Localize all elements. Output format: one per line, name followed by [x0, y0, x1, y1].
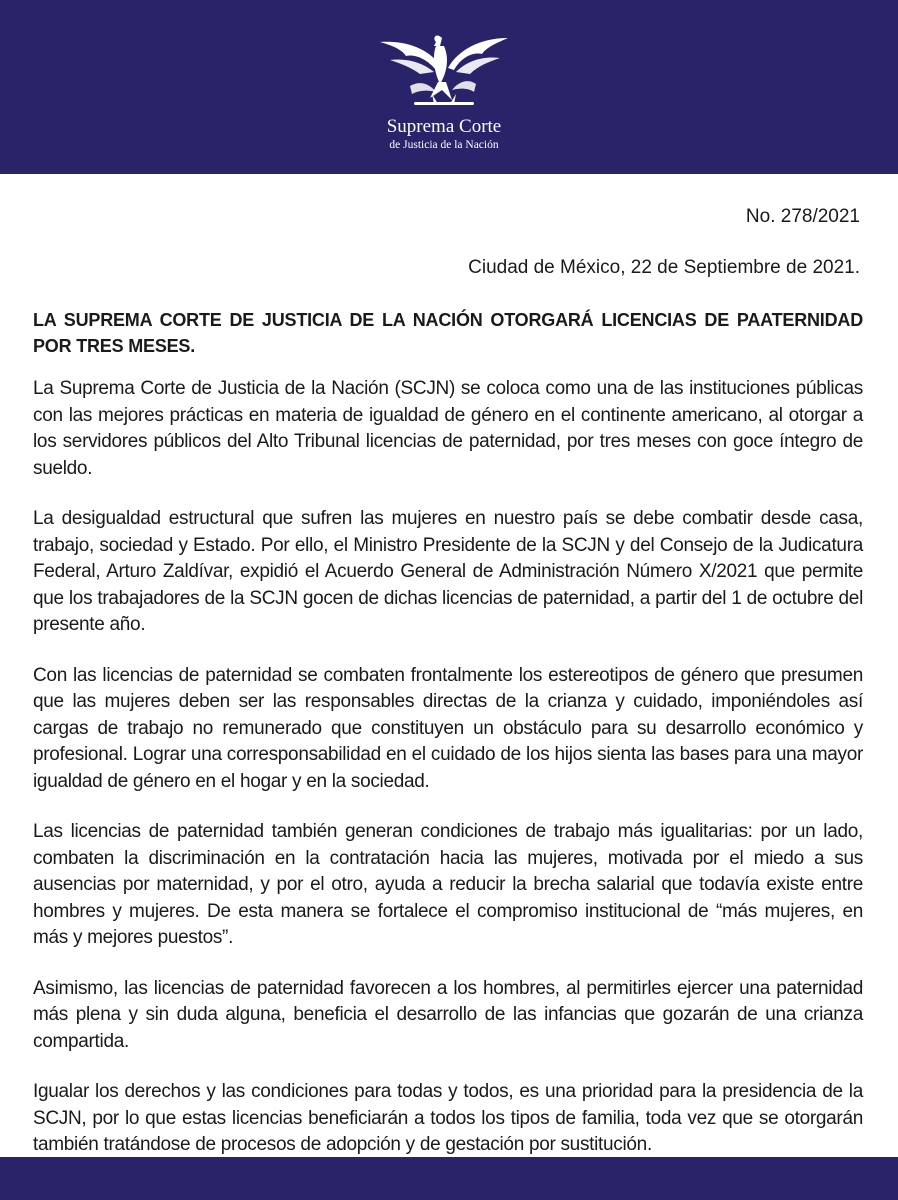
document-number: No. 278/2021: [745, 206, 860, 227]
footer-banner: [0, 1157, 898, 1200]
header-banner: [0, 0, 898, 174]
document-date: Ciudad de México, 22 de Septiembre de 2021.: [468, 257, 860, 278]
logo-name: Suprema Corte: [386, 116, 502, 137]
logo-subtitle: de Justicia de la Nación: [389, 139, 499, 151]
scjn-logo: [374, 28, 514, 158]
eagle-emblem-icon: [376, 28, 512, 114]
paragraph: La desigualdad estructural que sufren las mujeres en nuestro país se debe combatir desde casa, trabajo, sociedad y Estado. Por ello, el Ministro Presidente de la SCJN y del Consejo de la Judicatura Federal, Arturo Zaldívar, expidió el Acuerdo General de Administración Número X/2021 que permite que los trabajadores de la SCJN gocen de dichas licencias de paternidad, a partir del 1 de octubre del presente año.: [33, 508, 863, 635]
paragraph: Las licencias de paternidad también generan condiciones de trabajo más igualitarias: por un lado, combaten la discriminación en la contratación hacia las mujeres, motivada por el miedo a sus ausencias por maternidad, y por el otro, ayuda a reducir la brecha salarial que todavía existe entre hombres y mujeres. De esta manera se fortalece el compromiso institucional de “más mujeres, en más y mejores puestos”.: [33, 821, 863, 948]
paragraph: Asimismo, las licencias de paternidad favorecen a los hombres, al permitirles ejercer una paternidad más plena y sin duda alguna, beneficia el desarrollo de las infancias que gozarán de una crianza compartida.: [33, 977, 863, 1052]
paragraph: Igualar los derechos y las condiciones para todas y todos, es una prioridad para la presidencia de la SCJN, por lo que estas licencias beneficiarán a todos los tipos de familia, toda vez que se otorgarán también tratándose de procesos de adopción y de gestación por sustitución.: [33, 1081, 863, 1155]
press-release-headline: LA SUPREMA CORTE DE JUSTICIA DE LA NACIÓN OTORGARÁ LICENCIAS DE PAATERNIDAD POR TRES MESES.: [33, 310, 863, 356]
paragraph: La Suprema Corte de Justicia de la Nación (SCJN) se coloca como una de las instituciones públicas con las mejores prácticas en materia de igualdad de género en el continente americano, al otorgar a los servidores públicos del Alto Tribunal licencias de paternidad, por tres meses con goce íntegro de sueldo.: [33, 378, 863, 479]
press-release-body: [33, 376, 863, 1183]
paragraph: Con las licencias de paternidad se combaten frontalmente los estereotipos de género que presumen que las mujeres deben ser las responsables directas de la crianza y cuidado, imponiéndoles así cargas de trabajo no remunerado que constituyen un obstáculo para su desarrollo económico y profesional. Lograr una corresponsabilidad en el cuidado de los hijos sienta las bases para una mayor igualdad de género en el hogar y en la sociedad.: [33, 664, 863, 792]
